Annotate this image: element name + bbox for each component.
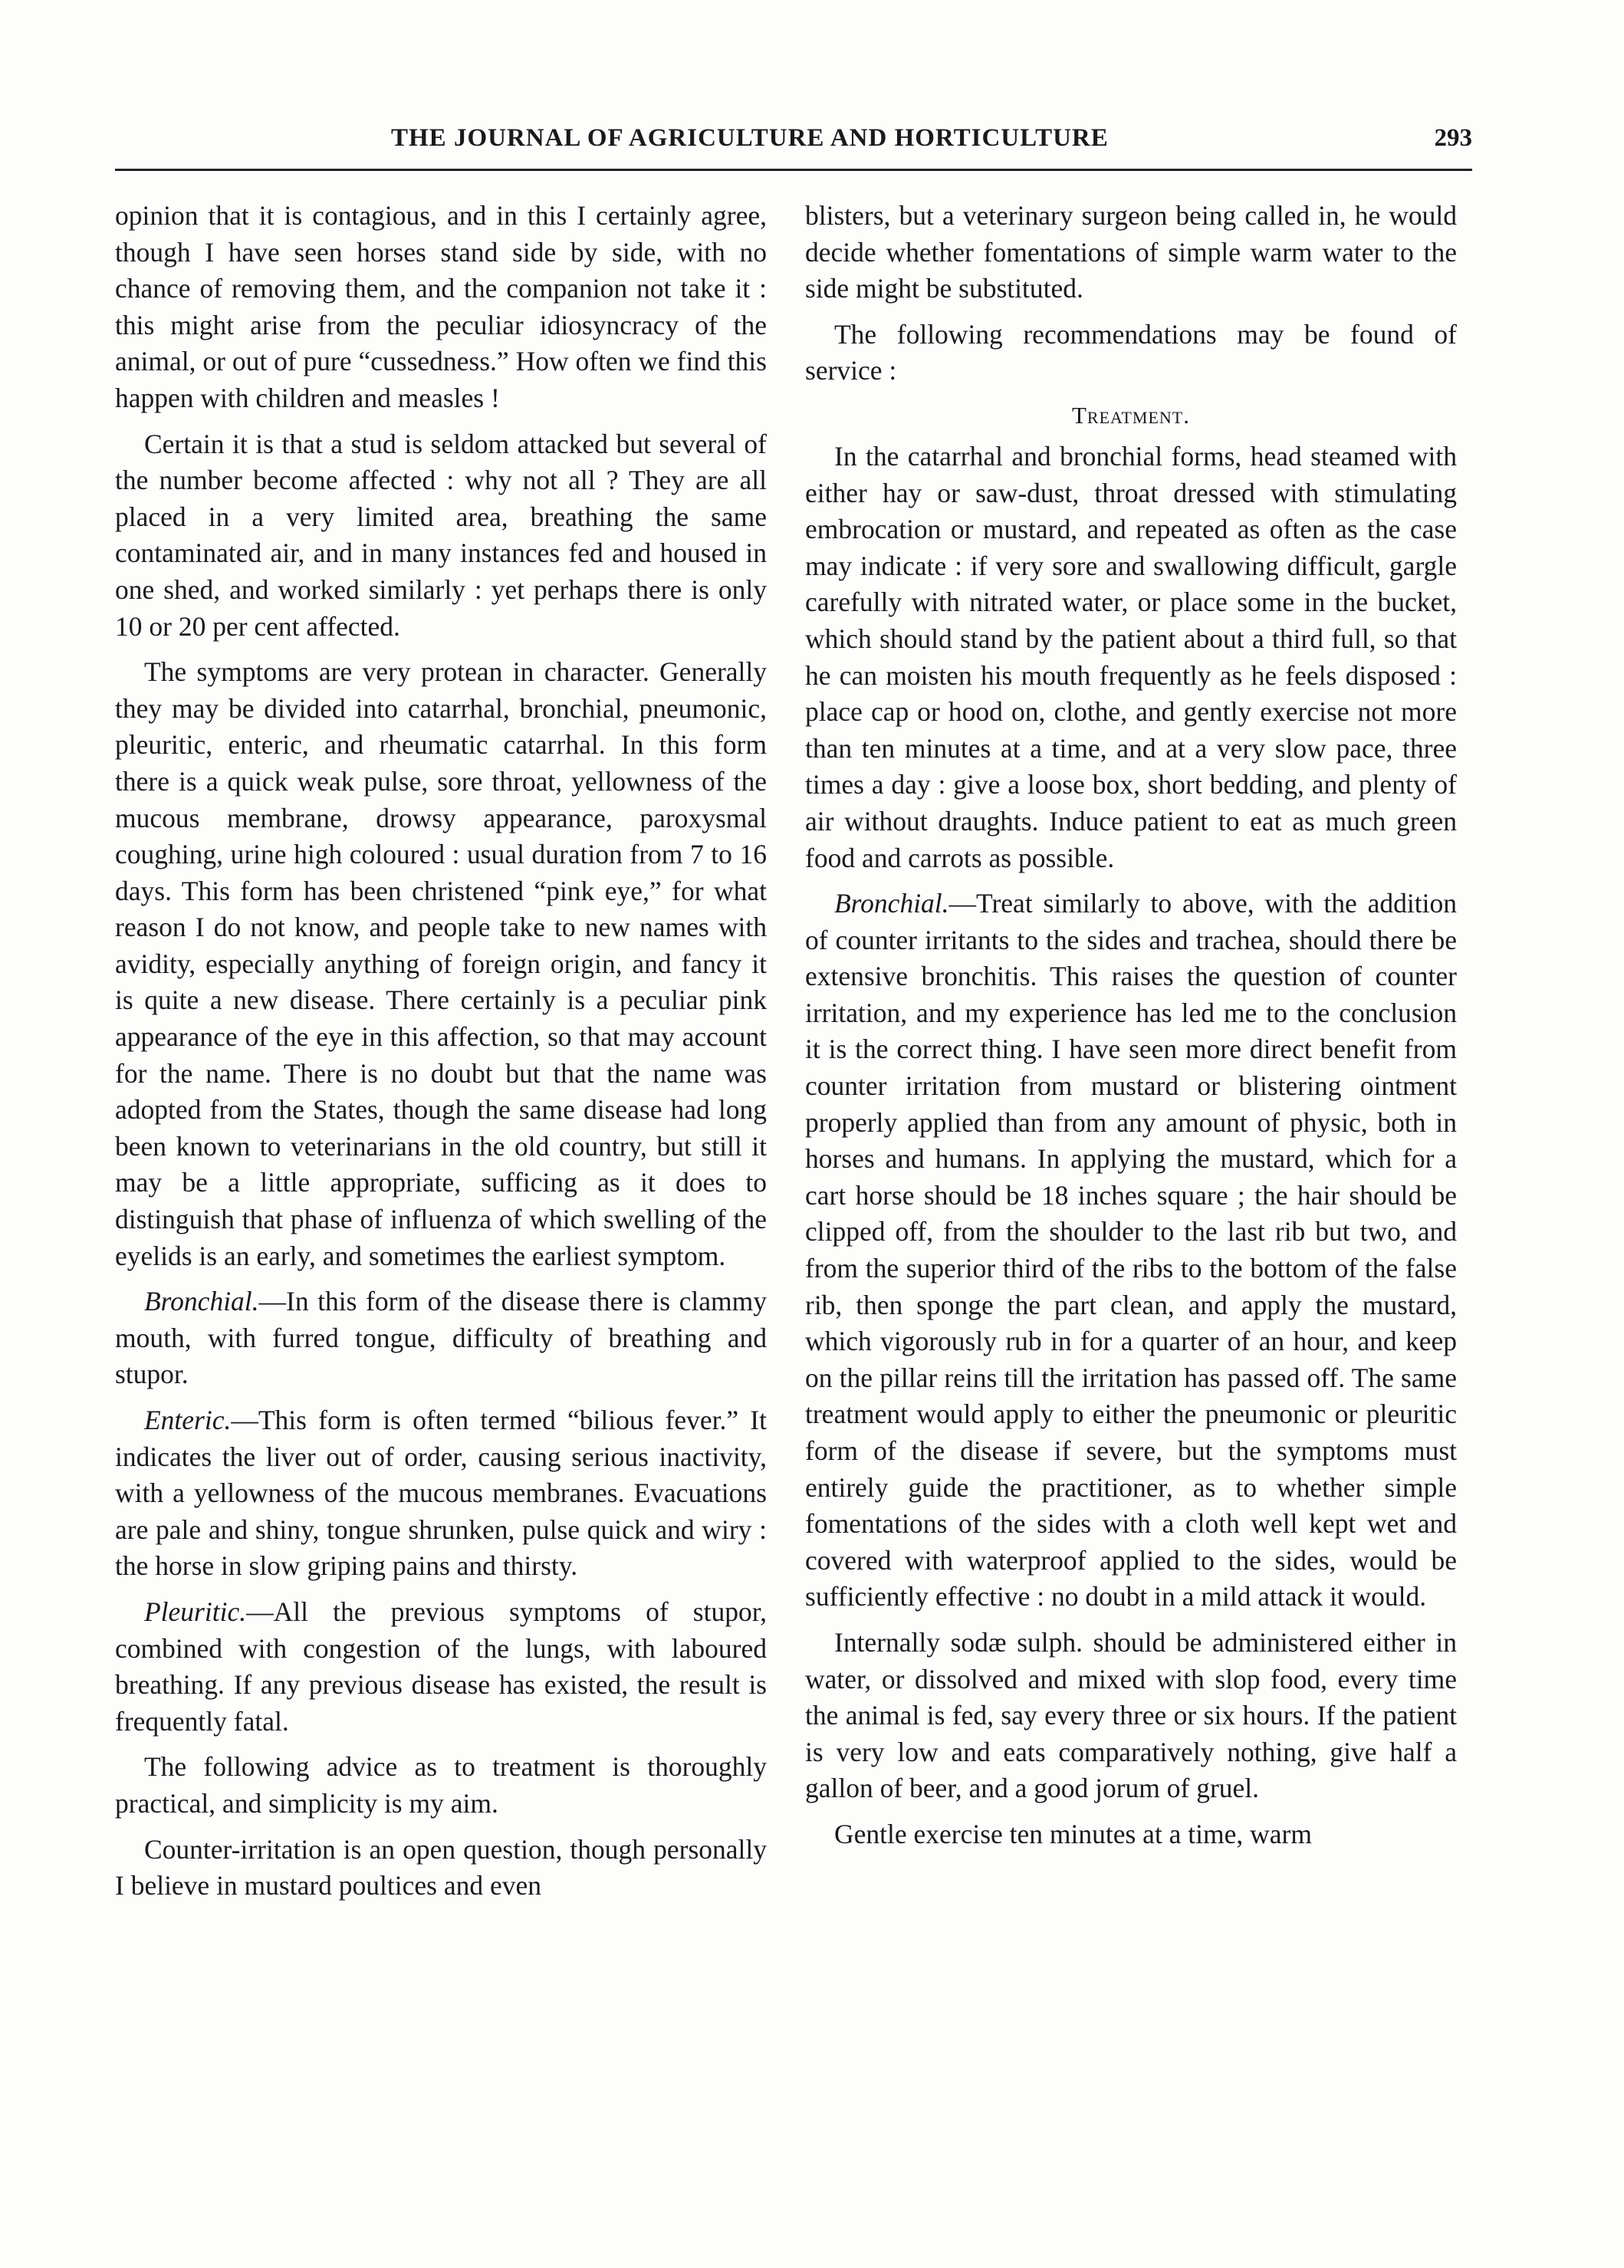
paragraph: In the catarrhal and bronchial forms, head steamed with either hay or saw-dust, throat dressed with stimulating embrocation or mustard, and repeated as often as the case may indicate : if very sore and swallowing difficult, gargle carefully with nitrated water, or place some in the bucket, which should stand by the patient about a third full, so that he can moisten his mouth frequently as he feels disposed : place cap or hood on, clothe, and gently exercise not more than ten minutes at a time, and at a very slow pace, three times a day : give a loose box, short bedding, and plenty of air without draughts. Induce patient to eat as much green food and carrots as possible. (805, 440, 1457, 873)
paragraph: Counter-irritation is an open question, though personally I believe in mustard poultices and even (115, 1833, 767, 1902)
paragraph-enteric (115, 1402, 767, 1585)
paragraph-text: —This form is often termed “bilious fever.” It indicates the liver out of order, causing serious inactivity, with a yellowness of the mucous membranes. Evacuations are pale and shiny, tongue shrunken, pulse quick and wiry : the horse in slow griping pains and thirsty. (115, 1405, 767, 1582)
right-column (805, 198, 1457, 1853)
page-number: 293 (1434, 124, 1472, 152)
paragraph-text: —In this form of the disease there is clammy mouth, with furred tongue, difficulty of breathing and stupor. (115, 1286, 767, 1390)
paragraph-bronchial (115, 1284, 767, 1393)
left-column (115, 198, 767, 1905)
running-head (115, 124, 1472, 163)
section-heading-treatment: Treatment. (1071, 401, 1190, 429)
journal-title: THE JOURNAL OF AGRICULTURE AND HORTICULTURE (391, 124, 1109, 152)
paragraph-text: —All the previous symptoms of stupor, combined with congestion of the lungs, with laboured breathing. If any previous disease has existed, the result is frequently fatal. (115, 1596, 767, 1737)
paragraph: Certain it is that a stud is seldom attacked but several of the number become affected : why not all ? They are all placed in a very limited area, breathing the same contaminated air, and in many instances fed and housed in one shed, and worked similarly : yet perhaps there is only 10 or 20 per cent affected. (115, 428, 767, 642)
paragraph: The following recommendations may be found of service : (805, 318, 1457, 386)
paragraph: The following advice as to treatment is thoroughly practical, and simplicity is my aim. (115, 1751, 767, 1819)
paragraph: Gentle exercise ten minutes at a time, warm (834, 1818, 1312, 1849)
run-in-heading: Enteric. (144, 1405, 232, 1435)
header-rule (115, 169, 1472, 171)
paragraph: Internally sodæ sulph. should be administered either in water, or dissolved and mixed with slop food, every time the animal is fed, say every three or six hours. If the patient is very low and eats comparatively nothing, give half a gallon of beer, and a good jorum of gruel. (805, 1626, 1457, 1804)
paragraph: opinion that it is contagious, and in this I certainly agree, though I have seen horses stand side by side, with no chance of removing them, and the companion not take it : this might arise from the peculiar idiosyncracy of the animal, or out of pure “cussedness.” How often we find this happen with children and measles ! (115, 200, 767, 413)
run-in-heading: Bronchial. (144, 1286, 259, 1317)
paragraph-pleuritic (115, 1594, 767, 1740)
paragraph: blisters, but a veterinary surgeon being called in, he would decide whether fomentations of simple warm water to the side might be substituted. (805, 200, 1457, 304)
paragraph-bronchial-treatment (805, 886, 1457, 1616)
run-in-heading: Bronchial. (834, 888, 949, 919)
paragraph: The symptoms are very protean in character. Generally they may be divided into catarrhal, bronchial, pneumonic, pleuritic, enteric, and rheumatic catarrhal. In this form there is a quick weak pulse, sore throat, yellowness of the mucous membrane, drowsy appearance, paroxysmal coughing, urine high coloured : usual duration from 7 to 16 days. This form has been christened “pink eye,” for what reason I do not know, and people take to new names with avidity, especially anything of foreign origin, and fancy it is quite a new disease. There certainly is a peculiar pink appearance of the eye in this affection, so that may account for the name. There is no doubt but that the name was adopted from the States, though the same disease had long been known to veterinarians in the old country, but still it may be a little appropriate, sufficing as it does to distinguish that phase of influenza of which swelling of the eyelids is an early, and sometimes the earliest symptom. (115, 656, 767, 1271)
paragraph-text: —Treat similarly to above, with the addition of counter irritants to the sides and trachea, should there be extensive bronchitis. This raises the question of counter irritation, and my experience has led me to the conclusion it is the correct thing. I have seen more direct benefit from counter irritation from mustard or blistering ointment properly applied than from any amount of physic, both in horses and humans. In applying the mustard, which for a cart horse should be 18 inches square ; the hair should be clipped off, from the shoulder to the last rib but two, and from the superior third of the ribs to the bottom of the false rib, then sponge the part clean, and apply the mustard, which vigorously rub in for a quarter of an hour, and keep on the pillar reins till the irritation has passed off. The same treatment would apply to either the pneumonic or pleuritic form of the disease if severe, but the symptoms must entirely guide the practitioner, as to whether simple fomentations of the sides with a cloth well kept wet and covered with waterproof applied to the sides, would be sufficiently effective : no doubt in a mild attack it would. (805, 888, 1457, 1612)
run-in-heading: Pleuritic. (144, 1596, 247, 1627)
